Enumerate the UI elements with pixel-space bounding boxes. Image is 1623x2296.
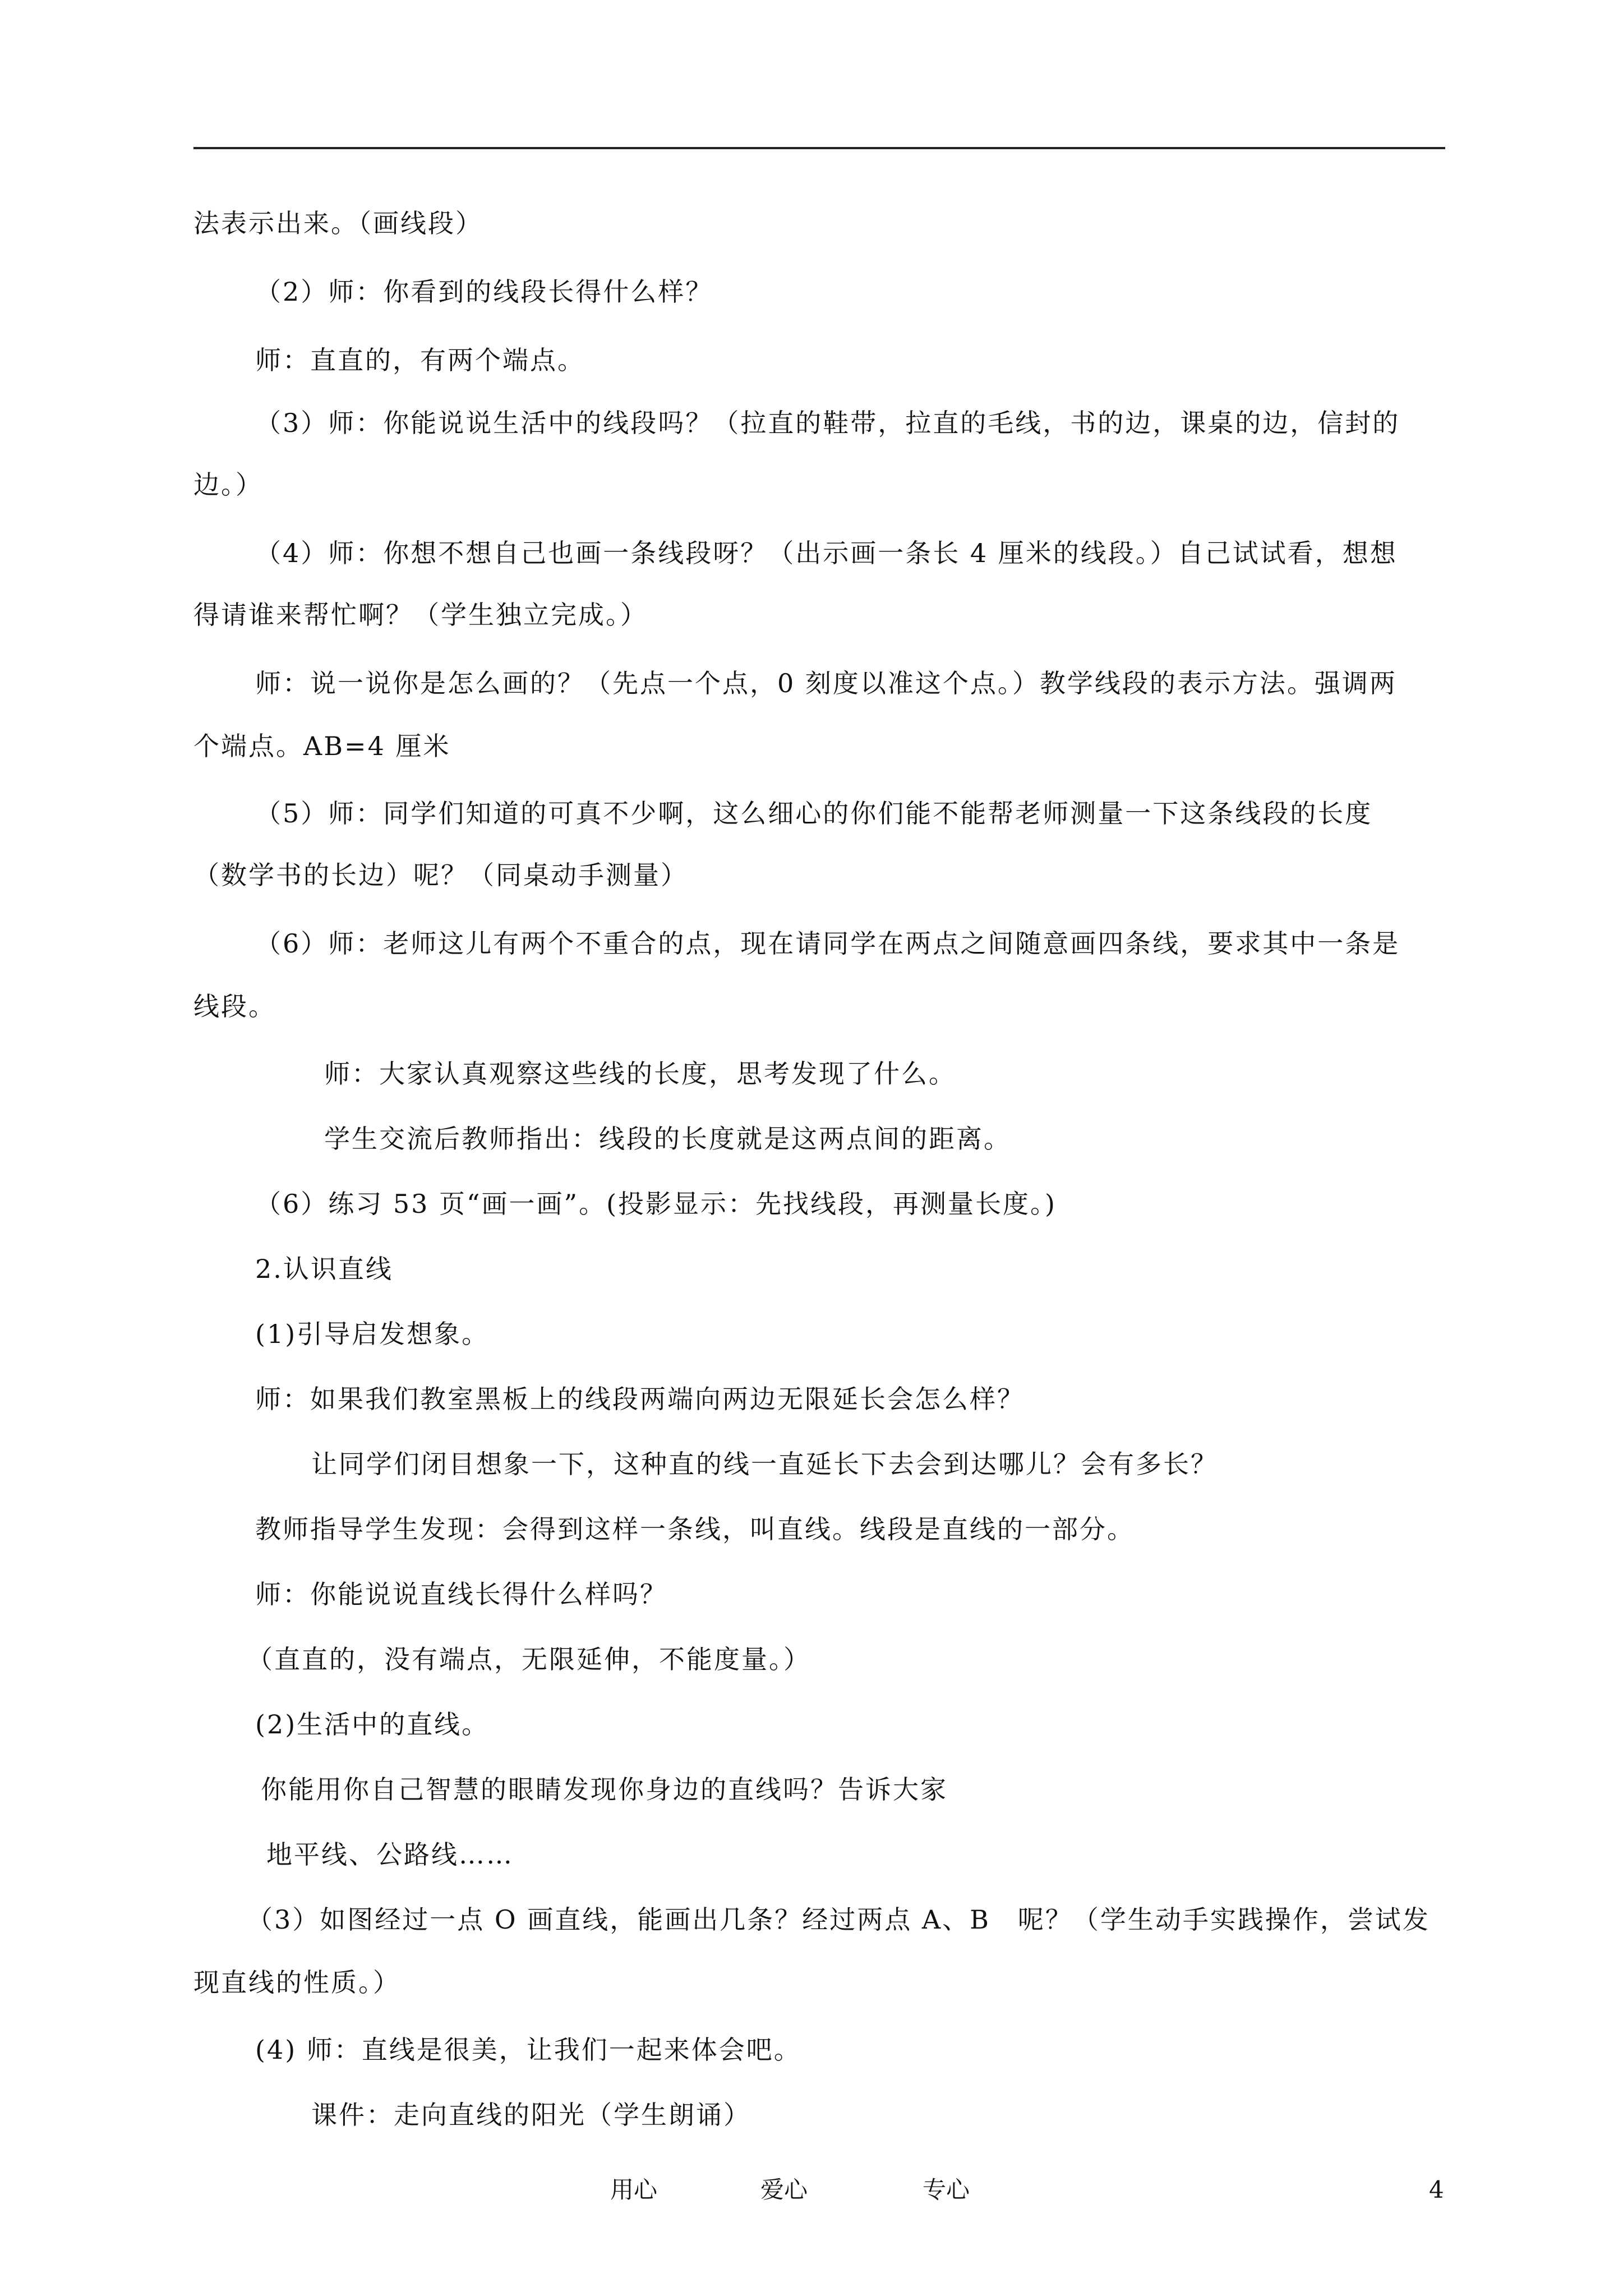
footer-text: 专心 bbox=[923, 2176, 970, 2203]
text-line: 师：大家认真观察这些线的长度，思考发现了什么。 bbox=[324, 1059, 956, 1089]
section-heading: 2.认识直线 bbox=[255, 1254, 393, 1284]
text-line: 得请谁来帮忙啊？（学生独立完成。） bbox=[193, 600, 648, 630]
text-line: (2)生活中的直线。 bbox=[255, 1709, 490, 1740]
text-line: 你能用你自己智慧的眼睛发现你身边的直线吗？告诉大家 bbox=[261, 1774, 948, 1805]
page-number: 4 bbox=[1429, 2176, 1444, 2203]
text-line: （直直的，没有端点，无限延伸，不能度量。） bbox=[247, 1644, 811, 1674]
footer-text: 用心 bbox=[610, 2176, 658, 2203]
text-line: 线段。 bbox=[193, 991, 276, 1022]
header-rule bbox=[193, 147, 1445, 149]
text-line: （2）师：你看到的线段长得什么样？ bbox=[255, 277, 713, 307]
text-line: （6）练习 53 页“画一画”。(投影显示：先找线段，再测量长度。) bbox=[255, 1189, 1057, 1219]
text-line: （4）师：你想不想自己也画一条线段呀？（出示画一条长 4 厘米的线段。）自己试试看，想想 bbox=[255, 538, 1398, 568]
text-line: (1)引导启发想象。 bbox=[255, 1319, 490, 1349]
text-line: 师：直直的，有两个端点。 bbox=[255, 345, 585, 375]
text-line: 法表示出来。（画线段） bbox=[193, 208, 483, 238]
text-line: 课件：走向直线的阳光（学生朗诵） bbox=[311, 2100, 751, 2130]
text-line: 师：你能说说直线长得什么样吗？ bbox=[255, 1579, 667, 1609]
text-line: （5）师：同学们知道的可真不少啊，这么细心的你们能不能帮老师测量一下这条线段的长度 bbox=[255, 798, 1373, 829]
text-line: 地平线、公路线…… bbox=[266, 1839, 514, 1870]
footer-text: 爱心 bbox=[760, 2176, 808, 2203]
text-line: (4) 师：直线是很美，让我们一起来体会吧。 bbox=[255, 2035, 801, 2065]
text-line: 边。） bbox=[193, 470, 263, 500]
text-line: 师：说一说你是怎么画的？（先点一个点，0 刻度以准这个点。）教学线段的表示方法。强调两 bbox=[255, 668, 1397, 698]
text-line: 让同学们闭目想象一下，这种直的线一直延长下去会到达哪儿？会有多长？ bbox=[311, 1449, 1218, 1479]
text-line: （6）师：老师这儿有两个不重合的点，现在请同学在两点之间随意画四条线，要求其中一条是 bbox=[255, 928, 1400, 959]
text-line: （3）师：你能说说生活中的线段吗？（拉直的鞋带，拉直的毛线，书的边，课桌的边，信封的 bbox=[255, 408, 1400, 438]
text-line: （3）如图经过一点 O 画直线，能画出几条？经过两点 A、B 呢？（学生动手实践操作，尝试发 bbox=[247, 1904, 1430, 1935]
text-line: 师：如果我们教室黑板上的线段两端向两边无限延长会怎么样？ bbox=[255, 1384, 1025, 1414]
text-line: （数学书的长边）呢？（同桌动手测量） bbox=[193, 860, 688, 890]
text-line: 现直线的性质。） bbox=[193, 1967, 400, 1998]
text-line: 个端点。AB=4 厘米 bbox=[193, 731, 451, 761]
text-line: 学生交流后教师指出：线段的长度就是这两点间的距离。 bbox=[324, 1124, 1011, 1154]
text-line: 教师指导学生发现：会得到这样一条线，叫直线。线段是直线的一部分。 bbox=[255, 1514, 1135, 1544]
